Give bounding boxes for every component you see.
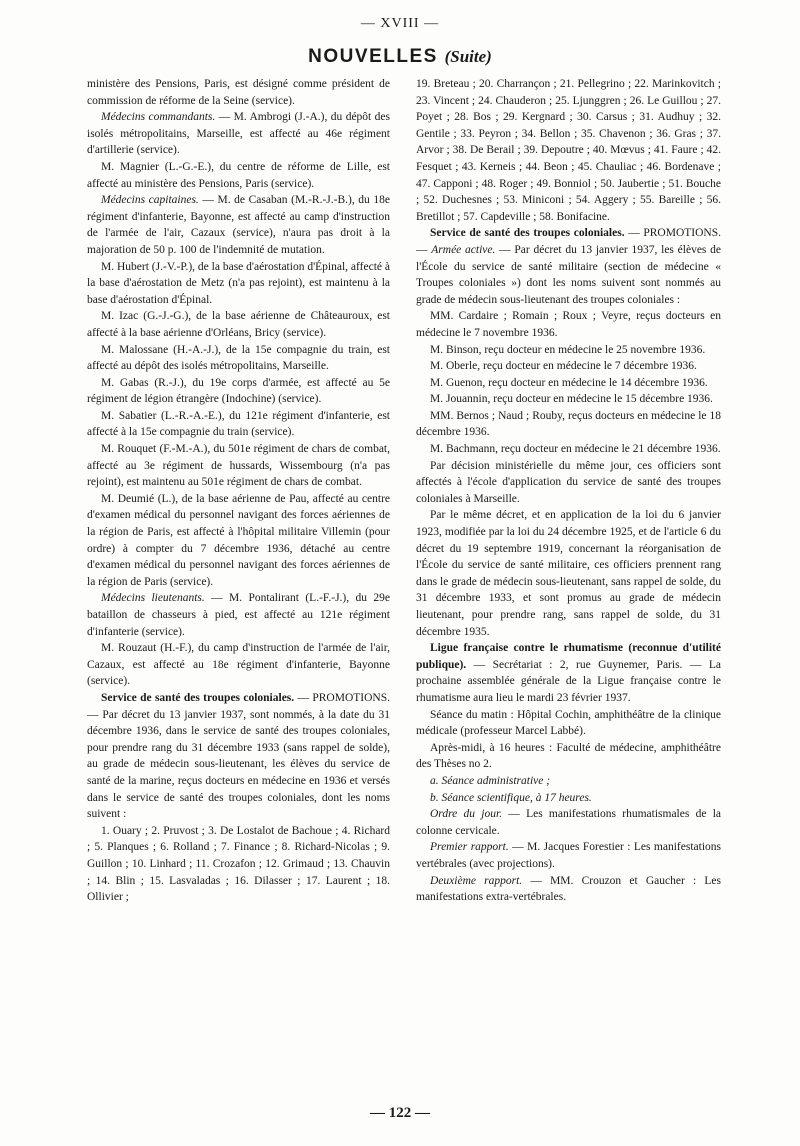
paragraph: MM. Bernos ; Naud ; Rouby, reçus docteurs en médecine le 18 décembre 1936. bbox=[416, 409, 721, 439]
page-number: — 122 — bbox=[370, 1105, 430, 1121]
paragraph: ministère des Pensions, Paris, est désigné comme président de commission de réforme de la Seine (service). bbox=[87, 78, 390, 107]
paragraph: M. Gabas (R.-J.), du 19e corps d'armée, est affecté au 5e régiment de légion étrangère (Indochine) (service). bbox=[87, 376, 390, 406]
paragraph: Médecins lieutenants. — M. Pontalirant (L.-F.-J.), du 29e bataillon de chasseurs à pied, est affecté au 121e régiment d'infanterie (service). bbox=[87, 592, 390, 638]
paragraph: M. Magnier (L.-G.-E.), du centre de réforme de Lille, est affecté au ministère des Pensions, Paris (service). bbox=[87, 160, 390, 190]
section-title-text: NOUVELLES bbox=[308, 46, 438, 67]
paragraph: M. Bachmann, reçu docteur en médecine le 21 décembre 1936. bbox=[430, 443, 721, 456]
agenda-heading: Ordre du jour. bbox=[430, 808, 503, 821]
paragraph: a. Séance administrative ; bbox=[430, 774, 551, 787]
section-title-suite: (Suite) bbox=[444, 47, 492, 66]
paragraph: M. Izac (G.-J.-G.), de la base aérienne de Châteauroux, est affecté à la base aérienne d'Orléans, Bricy (service). bbox=[87, 310, 390, 339]
left-column bbox=[87, 76, 390, 1101]
paragraph: M. Guenon, reçu docteur en médecine le 14 décembre 1936. bbox=[430, 376, 708, 389]
paragraph: Ligue française contre le rhumatisme (reconnue d'utilité publique). — Secrétariat : 2, rue Guynemer, Paris. — La prochaine assemblée générale de la Ligue française contre le rhumatisme aura lieu le mardi 23 février 1937. bbox=[416, 642, 721, 704]
paragraph: Par le même décret, et en application de la loi du 6 janvier 1923, modifiée par la loi du 24 décembre 1925, et de l'article 6 du décret du 19 septembre 1919, concernant la réorganisation de l'École du service de santé militaire, ces officiers prennent rang dans le grade de médecin sous-lieutenant, sans rappel de solde, du 31 décembre 1933, et sont promus au grade de médecin lieutenant, pour prendre rang, sans rappel de solde, du 31 décembre 1935. bbox=[416, 509, 721, 638]
paragraph: Médecins commandants. — M. Ambrogi (J.-A.), du dépôt des isolés métropolitains, Marseille, est affecté au 46e régiment d'artillerie (service). bbox=[87, 111, 390, 157]
paragraph: b. Séance scientifique, à 17 heures. bbox=[430, 791, 592, 804]
section-heading: Service de santé des troupes coloniales. bbox=[430, 227, 625, 240]
paragraph: Ordre du jour. — Les manifestations rhumatismales de la colonne cervicale. bbox=[416, 808, 721, 837]
paragraph: M. Jouannin, reçu docteur en médecine le 15 décembre 1936. bbox=[430, 393, 713, 406]
rank-heading: Médecins commandants. bbox=[101, 111, 216, 124]
report-heading: Premier rapport. bbox=[430, 841, 509, 854]
paragraph: Par décision ministérielle du même jour, ces officiers sont affectés à l'école d'application du service de santé des troupes coloniales à Marseille. bbox=[416, 459, 721, 505]
paragraph: M. Malossane (H.-A.-J.), de la 15e compagnie du train, est affecté au dépôt des isolés métropolitains, Marseille. bbox=[87, 343, 390, 373]
paragraph: Premier rapport. — M. Jacques Forestier : Les manifestations vertébrales (avec projections). bbox=[416, 841, 721, 870]
section-heading: Service de santé des troupes coloniales. bbox=[101, 691, 295, 704]
name-list: 1. Ouary ; 2. Pruvost ; 3. De Lostalot de Bachoue ; 4. Richard ; 5. Planques ; 6. Rolland ; 7. Finance ; 8. Richard-Nicolas ; 9. Guillon ; 10. Linhard ; 11. Crozafon ; 12. Grimaud ; 13. Chauvin ; 14. Blin ; 15. Lasvaladas ; 16. Dilasser ; 17. Laurent ; 18. Ollivier ; bbox=[87, 824, 390, 904]
report-heading: Deuxième rapport. bbox=[430, 874, 523, 887]
paragraph: Séance du matin : Hôpital Cochin, amphithéâtre de la clinique médicale (professeur Marcel Labbé). bbox=[416, 708, 721, 738]
section-title bbox=[0, 46, 800, 68]
paragraph: Deuxième rapport. — MM. Crouzon et Gaucher : Les manifestations extra-vertébrales. bbox=[416, 874, 721, 904]
paragraph: M. Rouquet (F.-M.-A.), du 501e régiment de chars de combat, affecté au 3e régiment de hussards, Wissembourg (n'a pas rejoint), est maintenu au 501e régiment de chars de combat. bbox=[87, 443, 390, 489]
section-heading: Ligue française contre le rhumatisme (reconnue d'utilité publique). bbox=[416, 642, 721, 671]
paragraph: M. Sabatier (L.-R.-A.-E.), du 121e régiment d'infanterie, est affecté à la 15e compagnie du train (service). bbox=[87, 409, 390, 439]
paragraph: MM. Cardaire ; Romain ; Roux ; Veyre, reçus docteurs en médecine le 7 novembre 1936. bbox=[416, 310, 721, 339]
paragraph: Service de santé des troupes coloniales. — PROMOTIONS. — Par décret du 13 janvier 1937, sont nommés, à la date du 31 décembre 1936, dans le service de santé des troupes coloniales, pour prendre rang du 31 décembre 1933 (sans rappel de solde), au grade de médecin sous-lieutenant, les élèves du service de santé de la marine, reçus docteurs en médecine en 1936 et versés dans le service de santé des troupes coloniales, dont les noms suivent : bbox=[87, 691, 390, 821]
page-roman-numeral: — XVIII — bbox=[360, 16, 440, 31]
paragraph: Médecins capitaines. — M. de Casaban (M.-R.-J.-B.), du 18e régiment d'infanterie, Bayonne, est affecté au camp d'instruction de l'armée de l'air, Cazaux (service), n'aura pas droit à la majoration de 50 p. 100 de l'indemnité de mutation. bbox=[87, 194, 390, 256]
paragraph: M. Binson, reçu docteur en médecine le 25 novembre 1936. bbox=[430, 343, 706, 356]
rank-heading: Médecins lieutenants. bbox=[101, 592, 205, 605]
name-list: 19. Breteau ; 20. Charrançon ; 21. Pellegrino ; 22. Marinkovitch ; 23. Vincent ; 24. Chauderon ; 25. Ljunggren ; 26. Le Guillou ; 27. Poyet ; 28. Bos ; 29. Kergnard ; 30. Carsus ; 31. Audhuy ; 32. Gentile ; 33. Peyron ; 34. Bellon ; 35. Chavenon ; 36. Gras ; 37. Arvor ; 38. De Berail ; 39. Depoutre ; 40. Mœvus ; 41. Faure ; 42. Fesquet ; 43. Kerneis ; 44. Beon ; 45. Chauliac ; 46. Bordenave ; 47. Capponi ; 48. Roger ; 49. Bonniol ; 50. Jaubertie ; 51. Bouche ; 52. Duchesnes ; 53. Miniconi ; 54. Aggery ; 55. Bareille ; 56. Bretillot ; 57. Capdeville ; 58. Bonifacine. bbox=[416, 78, 721, 223]
paragraph: M. Rouzaut (H.-F.), du camp d'instruction de l'armée de l'air, Cazaux, est affecté au 18e régiment d'infanterie, Bayonne (service). bbox=[87, 642, 390, 688]
paragraph: M. Oberle, reçu docteur en médecine le 7 décembre 1936. bbox=[430, 360, 697, 373]
rank-heading: Médecins capitaines. bbox=[101, 194, 199, 207]
paragraph: M. Deumié (L.), de la base aérienne de Pau, affecté au centre d'examen médical du personnel navigant des forces aériennes de la région de Paris, est affecté à l'hôpital militaire Villemin (pour ordre) à compter du 7 décembre 1936, détaché au centre d'examen médical du personnel navigant des forces aériennes de la région de Paris (service). bbox=[87, 492, 390, 588]
paragraph: Service de santé des troupes coloniales. — PROMOTIONS. — Armée active. — Par décret du 13 janvier 1937, les élèves de l'École du service de santé militaire (section de médecine « Troupes coloniales ») dont les noms suivent sont nommés au grade de médecin sous-lieutenant des troupes coloniales : bbox=[416, 227, 721, 306]
paragraph: M. Hubert (J.-V.-P.), de la base d'aérostation d'Épinal, affecté à la base d'aérostation de Metz (n'a pas rejoint), est maintenu à la base d'aérostation d'Épinal. bbox=[87, 260, 390, 306]
paragraph: Après-midi, à 16 heures : Faculté de médecine, amphithéâtre des Thèses no 2. bbox=[416, 741, 721, 771]
right-column bbox=[416, 76, 721, 1101]
